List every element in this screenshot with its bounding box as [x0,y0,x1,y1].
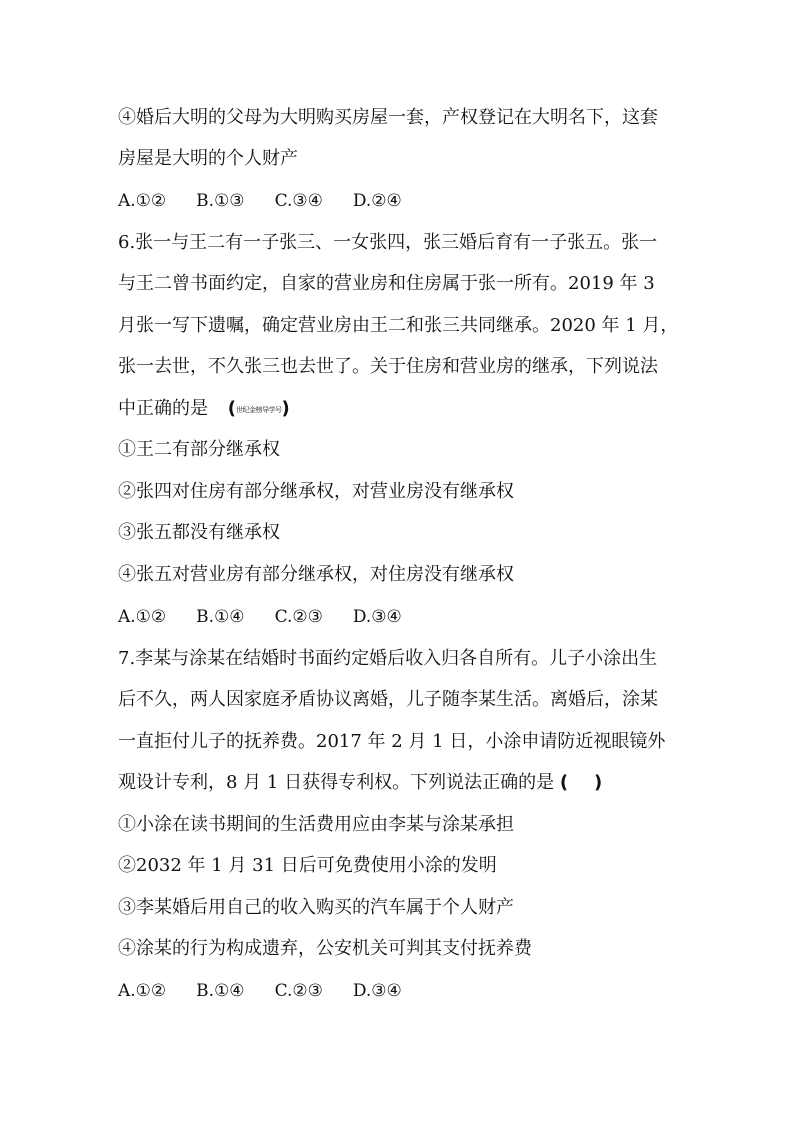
q7-stem-end: 观设计专利，8 月 1 日获得专利权。下列说法正确的是 [118,772,555,793]
q6-stem-line-3: 月张一写下遗嘱，确定营业房由王二和张三共同继承。2020 年 1 月， [118,315,679,336]
q7-statement-1: ①小涂在读书期间的生活费用应由李某与涂某承担 [118,814,514,835]
q5-statement-4-line-2: 房屋是大明的个人财产 [118,148,298,169]
q5-option-c: C.③④ [274,191,323,211]
q7-answer-paren-close: ) [594,772,603,793]
q7-statement-2: ②2032 年 1 月 31 日后可免费使用小涂的发明 [118,855,497,876]
q6-answer-paren-close: ) [281,398,290,419]
q7-stem-line-3: 一直拒付儿子的抚养费。2017 年 2 月 1 日，小涂申请防近视眼镜外 [118,731,666,752]
q6-option-a: A.①② [118,607,167,627]
q7-option-b: B.①④ [196,981,245,1001]
q5-option-b: B.①③ [196,191,245,211]
q7-stem-line-1: 7.李某与涂某在结婚时书面约定婚后收入归各自所有。儿子小涂出生 [118,648,658,669]
q6-option-d: D.③④ [352,607,402,627]
q5-option-a: A.①② [118,191,167,211]
q6-statement-4: ④张五对营业房有部分继承权，对住房没有继承权 [118,564,514,585]
q5-options [118,189,402,213]
q7-stem-line-4 [118,771,602,795]
q7-stem-line-2: 后不久，两人因家庭矛盾协议离婚，儿子随李某生活。离婚后，涂某 [118,689,658,710]
q7-option-d: D.③④ [352,981,402,1001]
q7-answer-paren-open: ( [559,772,569,793]
q7-options [118,979,402,1003]
q6-option-c: C.②③ [274,607,323,627]
q7-statement-3: ③李某婚后用自己的收入购买的汽车属于个人财产 [118,897,514,918]
q6-source-mark: 世纪金榜导学号 [235,406,282,414]
q7-statement-4: ④涂某的行为构成遗弃，公安机关可判其支付抚养费 [118,938,532,959]
q5-statement-4-line-1: ④婚后大明的父母为大明购买房屋一套，产权登记在大明名下，这套 [118,107,658,128]
q6-stem-line-5 [118,397,290,422]
q6-statement-3: ③张五都没有继承权 [118,522,280,543]
q6-stem-line-4: 张一去世，不久张三也去世了。关于住房和营业房的继承，下列说法 [118,356,658,377]
q6-option-b: B.①④ [196,607,245,627]
q6-statement-2: ②张四对住房有部分继承权，对营业房没有继承权 [118,481,514,502]
q6-options [118,605,402,629]
q6-answer-paren-open: ( [227,398,236,419]
q6-statement-1: ①王二有部分继承权 [118,439,280,460]
q6-stem-line-1: 6.张一与王二有一子张三、一女张四，张三婚后育有一子张五。张一 [118,232,658,253]
q5-option-d: D.②④ [352,191,402,211]
q7-option-a: A.①② [118,981,167,1001]
q6-stem-line-2: 与王二曾书面约定，自家的营业房和住房属于张一所有。2019 年 3 [118,273,655,294]
q7-option-c: C.②③ [274,981,323,1001]
q6-stem-end: 中正确的是 [118,398,208,419]
document-page [118,0,678,1123]
